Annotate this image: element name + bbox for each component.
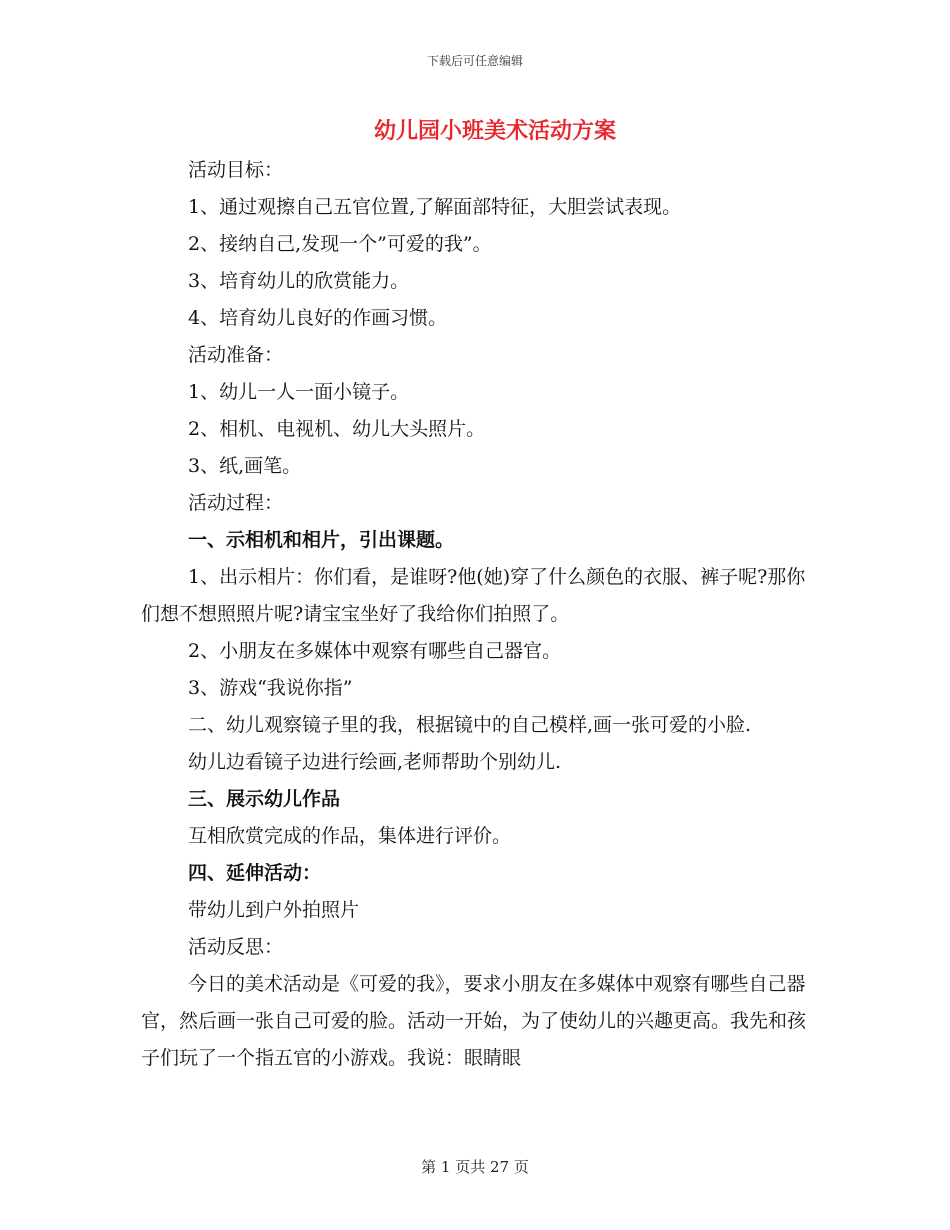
paragraph: 活动反思： (188, 936, 284, 958)
paragraph: 活动过程： (188, 492, 284, 514)
section-heading: 一、示相机和相片，引出课题。 (188, 529, 455, 551)
paragraph: 3、纸,画笔。 (188, 455, 302, 477)
section-heading: 四、延伸活动： (188, 862, 322, 884)
paragraph: 2、相机、电视机、幼儿大头照片。 (188, 418, 486, 440)
paragraph: 1、通过观擦自己五官位置,了解面部特征，大胆尝试表现。 (188, 196, 682, 218)
paragraph: 今日的美术活动是《可爱的我》，要求小朋友在多媒体中观察有哪些自己器官，然后画一张自己可爱的脸。活动一开始，为了使幼儿的兴趣更高。我先和孩子们玩了一个指五官的小游戏。我说：眼睛眼 (141, 973, 807, 1069)
paragraph: 4、培育幼儿良好的作画习惯。 (188, 307, 448, 329)
paragraph: 3、培育幼儿的欣赏能力。 (188, 270, 410, 292)
paragraph: 活动准备： (188, 344, 284, 366)
paragraph: 带幼儿到户外拍照片 (188, 899, 360, 921)
document-body (141, 152, 811, 1077)
paragraph: 二、幼儿观察镜子里的我，根据镜中的自己模样,画一张可爱的小脸. (188, 714, 752, 736)
paragraph: 互相欣赏完成的作品，集体进行评价。 (188, 825, 512, 847)
page-footer: 第 1 页共 27 页 (421, 1158, 529, 1176)
paragraph: 1、幼儿一人一面小镜子。 (188, 381, 410, 403)
paragraph: 活动目标： (188, 159, 284, 181)
paragraph: 2、接纳自己,发现一个”可爱的我”。 (188, 233, 492, 255)
paragraph: 3、游戏“我说你指” (188, 677, 353, 699)
paragraph: 2、小朋友在多媒体中观察有哪些自己器官。 (188, 640, 562, 662)
document-title: 幼儿园小班美术活动方案 (373, 118, 616, 144)
section-heading: 三、展示幼儿作品 (188, 788, 341, 810)
paragraph: 幼儿边看镜子边进行绘画,老师帮助个别幼儿. (188, 751, 562, 773)
page-header: 下载后可任意编辑 (426, 54, 523, 68)
paragraph: 1、出示相片：你们看，是谁呀?他(她)穿了什么颜色的衣服、裤子呢?那你们想不想照照片呢?请宝宝坐好了我给你们拍照了。 (141, 566, 806, 625)
